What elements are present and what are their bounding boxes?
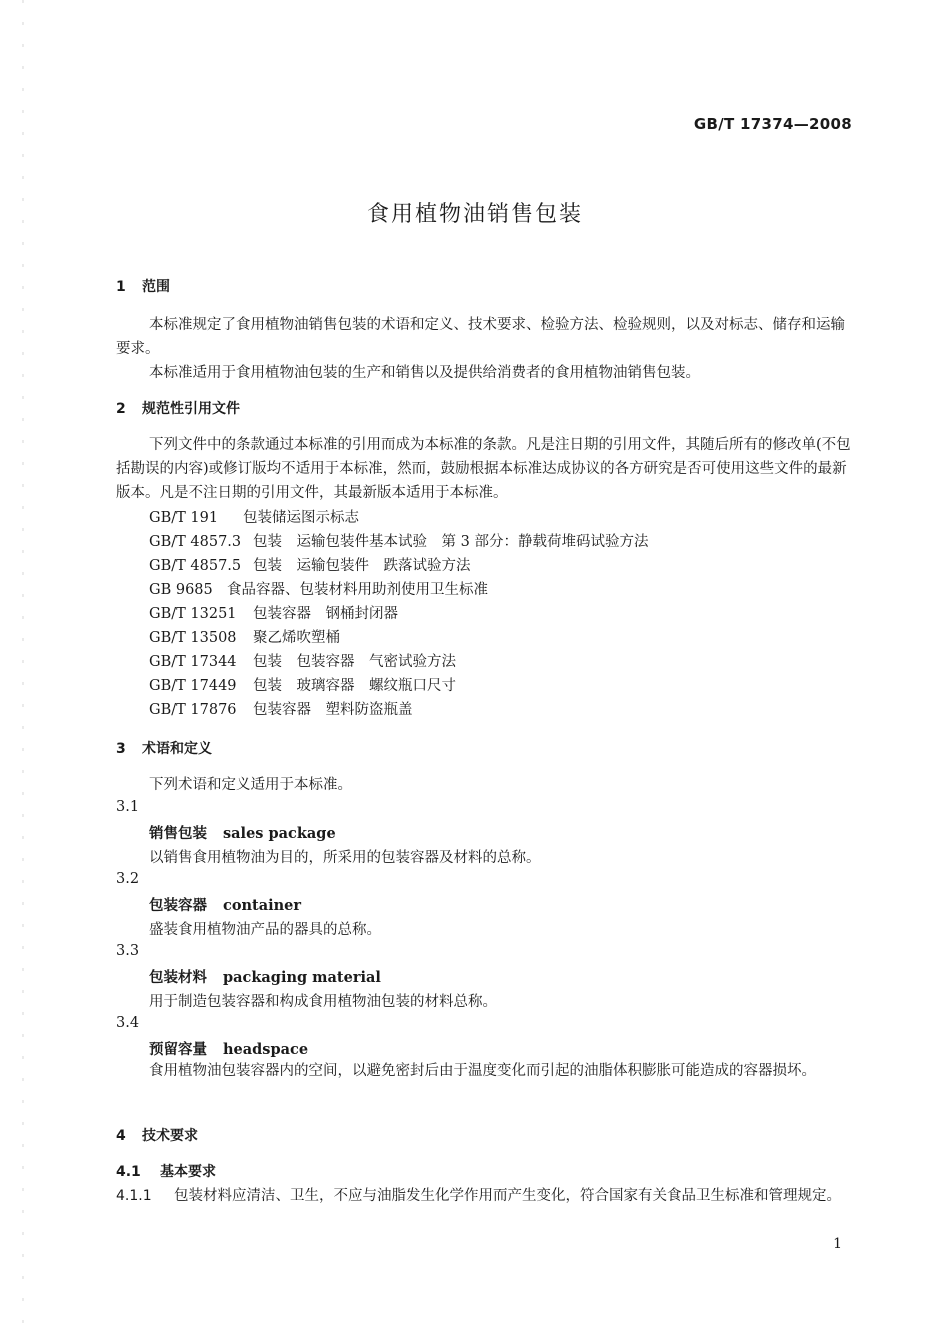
section-number: 1 <box>116 279 126 295</box>
term-heading: 销售包装 sales package <box>149 825 336 842</box>
section-2-heading <box>116 398 240 418</box>
reference-item: GB/T 4857.3 包装 运输包装件基本试验 第 3 部分：静载荷堆码试验方法 <box>149 534 649 550</box>
term-number: 3.4 <box>116 1015 140 1031</box>
section-3-intro: 下列术语和定义适用于本标准。 <box>149 777 352 793</box>
section-1-paragraph-1: 本标准规定了食用植物油销售包装的术语和定义、技术要求、检验方法、检验规则，以及对标志、储存和运输要求。 <box>116 317 845 357</box>
reference-item: GB/T 17449 包装 玻璃容器 螺纹瓶口尺寸 <box>149 678 456 694</box>
section-number: 3 <box>116 741 126 757</box>
reference-item: GB/T 17344 包装 包装容器 气密试验方法 <box>149 654 456 670</box>
reference-item: GB/T 4857.5 包装 运输包装件 跌落试验方法 <box>149 558 471 574</box>
term-number: 3.1 <box>116 799 140 815</box>
reference-item: GB/T 17876 包装容器 塑料防盗瓶盖 <box>149 702 413 718</box>
section-1-paragraph-2: 本标准适用于食用植物油包装的生产和销售以及提供给消费者的食用植物油销售包装。 <box>149 365 700 381</box>
clause-4-1-1: 4.1.1 包装材料应清洁、卫生，不应与油脂发生化学作用而产生变化，符合国家有关食品卫生标准和管理规定。 <box>116 1188 841 1204</box>
term-definition: 盛装食用植物油产品的器具的总称。 <box>149 922 381 938</box>
term-number: 3.3 <box>116 943 140 959</box>
page-number: 1 <box>833 1236 842 1252</box>
section-number: 4 <box>116 1128 126 1144</box>
term-number: 3.2 <box>116 871 140 887</box>
term-definition: 用于制造包装容器和构成食用植物油包装的材料总称。 <box>149 994 497 1010</box>
page-title: 食用植物油销售包装 <box>366 202 583 227</box>
reference-item: GB 9685 食品容器、包装材料用助剂使用卫生标准 <box>149 582 488 598</box>
reference-item: GB/T 13251 包装容器 钢桶封闭器 <box>149 606 398 622</box>
section-title: 范围 <box>142 279 170 295</box>
term-heading: 预留容量 headspace <box>149 1041 309 1058</box>
standard-code: GB/T 17374—2008 <box>693 115 852 133</box>
term-heading: 包装容器 container <box>149 897 302 914</box>
term-definition: 以销售食用植物油为目的，所采用的包装容器及材料的总称。 <box>149 850 541 866</box>
term-definition: 食用植物油包装容器内的空间，以避免密封后由于温度变化而引起的油脂体积膨胀可能造成的容器损坏。 <box>149 1063 816 1079</box>
term-heading: 包装材料 packaging material <box>149 969 381 986</box>
section-3-heading <box>116 738 212 758</box>
section-2-paragraph: 下列文件中的条款通过本标准的引用而成为本标准的条款。凡是注日期的引用文件，其随后所有的修改单(不包括勘误的内容)或修订版均不适用于本标准，然而，鼓励根据本标准达成协议的各方研究是否可使用这些文件的最新版本。凡是不注日期的引用文件，其最新版本适用于本标准。 <box>116 437 851 501</box>
section-4-heading <box>116 1125 198 1145</box>
section-number: 2 <box>116 401 126 417</box>
reference-item: GB/T 191 包装储运图示标志 <box>149 510 359 526</box>
section-title: 技术要求 <box>142 1128 198 1144</box>
section-title: 规范性引用文件 <box>142 401 240 417</box>
reference-item: GB/T 13508 聚乙烯吹塑桶 <box>149 630 340 646</box>
section-1-heading <box>116 276 170 296</box>
subsection-heading: 4.1 基本要求 <box>116 1164 216 1180</box>
section-title: 术语和定义 <box>142 741 212 757</box>
